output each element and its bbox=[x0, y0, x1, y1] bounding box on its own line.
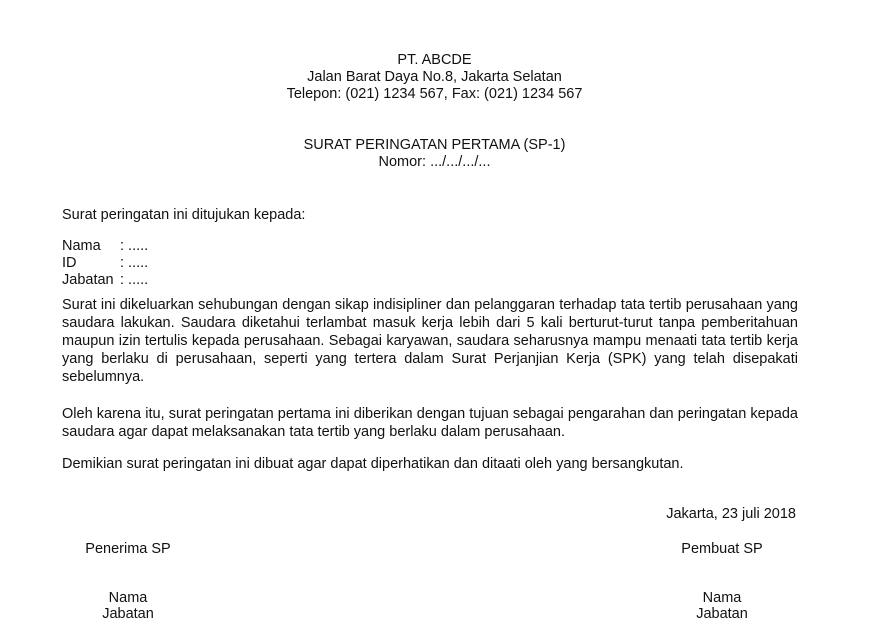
letter-title bbox=[0, 137, 869, 171]
signature-block-recipient bbox=[78, 590, 178, 622]
closing-paragraph: Demikian surat peringatan ini dibuat agar dapat diperhatikan dan ditaati oleh yang bersangkutan. bbox=[62, 456, 684, 472]
signature-block-issuer bbox=[672, 590, 772, 622]
letterhead bbox=[0, 52, 869, 103]
recipient-row-name bbox=[62, 238, 798, 255]
company-address: Jalan Barat Daya No.8, Jakarta Selatan bbox=[307, 69, 562, 85]
recipient-value: : ..... bbox=[120, 238, 149, 254]
body-paragraph: Oleh karena itu, surat peringatan pertama ini diberikan dengan tujuan sebagai pengarahan dan peringatan kepada saudara agar dapat melaksanakan tata tertib yang berlaku dalam perusahaan. bbox=[62, 406, 798, 440]
signature-position: Jabatan bbox=[102, 606, 154, 622]
letter-number: Nomor: .../.../.../... bbox=[378, 154, 491, 170]
recipient-label: Nama bbox=[62, 238, 101, 254]
recipient-label: Jabatan bbox=[62, 272, 114, 288]
signature-name: Nama bbox=[702, 590, 742, 606]
letter-date: Jakarta, 23 juli 2018 bbox=[666, 506, 796, 522]
letter-heading: SURAT PERINGATAN PERTAMA (SP-1) bbox=[303, 137, 566, 153]
signature-role-issuer: Pembuat SP bbox=[681, 541, 763, 557]
company-name: PT. ABCDE bbox=[397, 52, 472, 68]
intro-text: Surat peringatan ini ditujukan kepada: bbox=[62, 207, 306, 223]
recipient-value: : ..... bbox=[120, 255, 149, 271]
company-contact: Telepon: (021) 1234 567, Fax: (021) 1234 567 bbox=[286, 86, 583, 102]
recipient-label: ID bbox=[62, 255, 77, 271]
recipient-value: : ..... bbox=[120, 272, 149, 288]
signature-role-recipient: Penerima SP bbox=[85, 541, 171, 557]
signature-name: Nama bbox=[108, 590, 148, 606]
recipient-row-id bbox=[62, 255, 798, 272]
body-paragraph: Surat ini dikeluarkan sehubungan dengan sikap indisipliner dan pelanggaran terhadap tata tertib perusahaan yang saudara lakukan. Saudara diketahui terlambat masuk kerja lebih dari 5 kali berturut-turut tanpa pemberitahuan maupun izin tertulis kepada perusahaan. Sebagai karyawan, saudara seharusnya mampu menaati tata tertib kerja yang berlaku di perusahaan, seperti yang tertera dalam Surat Perjanjian Kerja (SPK) yang telah disepakati sebelumnya. bbox=[62, 297, 798, 385]
signature-position: Jabatan bbox=[696, 606, 748, 622]
recipient-details bbox=[62, 238, 798, 289]
recipient-row-position bbox=[62, 272, 798, 289]
